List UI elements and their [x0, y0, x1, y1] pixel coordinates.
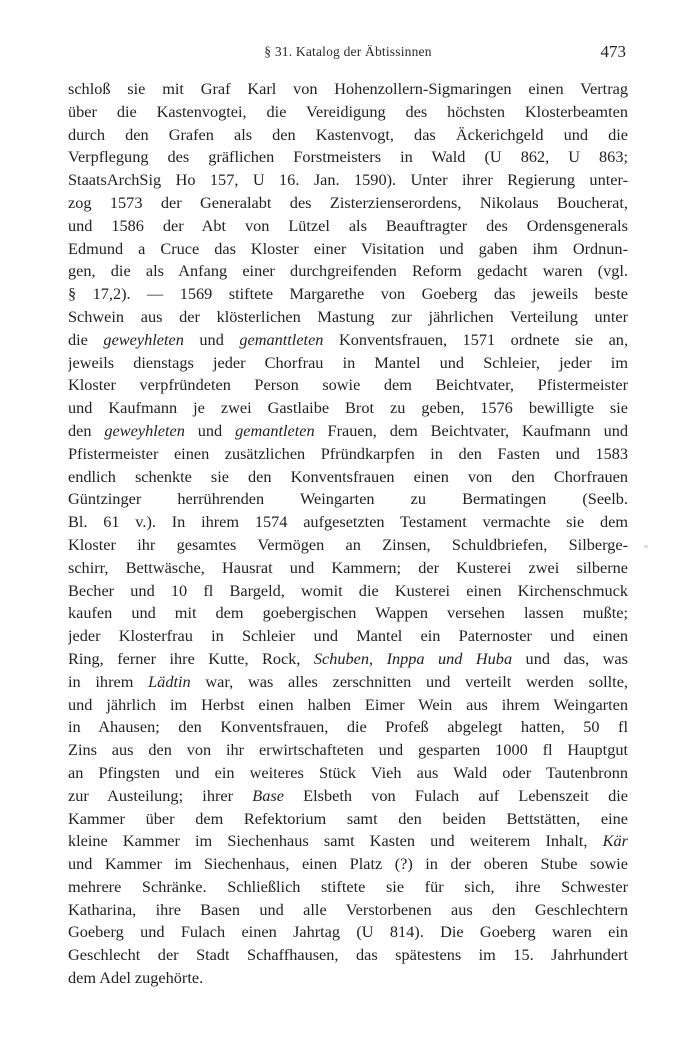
- text-line: [68, 374, 628, 397]
- text-line: [68, 967, 628, 990]
- text-line: [68, 625, 628, 648]
- text-run: Güntzinger herrührenden Weingarten zu Bermatingen (Seelb.: [68, 489, 628, 509]
- italic-term: Base: [252, 785, 284, 805]
- text-run: und Kammer im Siechenhaus, einen Platz (?) in der oberen Stube sowie: [68, 854, 628, 874]
- text-run: Verpflegung des gräflichen Forstmeisters in Wald (U 862, U 863;: [68, 147, 628, 167]
- text-run: und jährlich im Herbst einen halben Eimer Wein aus ihrem Weingarten: [68, 694, 628, 714]
- text-line: [68, 329, 628, 352]
- text-line: [68, 944, 628, 967]
- text-run: Kammer über dem Refektorium samt den beiden Bettstätten, eine: [68, 808, 628, 828]
- text-line: [68, 830, 628, 853]
- text-line: [68, 716, 628, 739]
- text-run: über die Kastenvogtei, die Vereidigung des höchsten Klosterbeamten: [68, 101, 628, 121]
- text-run: kaufen und mit dem goebergischen Wappen versehen lassen mußte;: [68, 603, 628, 623]
- text-line: [68, 192, 628, 215]
- text-line: [68, 785, 628, 808]
- page-header: [68, 44, 628, 68]
- text-run: und 1586 der Abt von Lützel als Beauftragter des Ordensgenerals: [68, 215, 628, 235]
- text-run: jeweils dienstags jeder Chorfrau in Mantel und Schleier, jeder im: [68, 352, 628, 372]
- text-run: und: [184, 420, 236, 440]
- text-line: [68, 101, 628, 124]
- text-line: [68, 283, 628, 306]
- text-run: Kloster ihr gesamtes Vermögen an Zinsen, Schuldbriefen, Silberge-: [68, 534, 628, 554]
- text-line: [68, 511, 628, 534]
- italic-term: gemantleten: [235, 420, 315, 440]
- text-line: [68, 238, 628, 261]
- text-run: die: [68, 329, 104, 349]
- text-run: mehrere Schränke. Schließlich stiftete sie für sich, ihre Schwester: [68, 876, 628, 896]
- text-run: Kloster verpfründeten Person sowie dem Beichtvater, Pfistermeister: [68, 375, 628, 395]
- text-line: [68, 921, 628, 944]
- text-run: § 17,2). — 1569 stiftete Margarethe von Goeberg das jeweils beste: [68, 284, 628, 304]
- text-run: Zins aus den von ihr erwirtschafteten und gesparten 1000 fl Hauptgut: [68, 740, 628, 760]
- text-run: Schwein aus der klösterlichen Mastung zur jährlichen Verteilung unter: [68, 306, 628, 326]
- text-line: [68, 762, 628, 785]
- text-line: [68, 306, 628, 329]
- italic-term: Lädtin: [148, 671, 191, 691]
- text-line: [68, 853, 628, 876]
- text-line: [68, 602, 628, 625]
- text-line: [68, 420, 628, 443]
- text-run: Goeberg und Fulach einen Jahrtag (U 814). Die Goeberg waren ein: [68, 922, 628, 942]
- text-run: Ring, ferner ihre Kutte, Rock,: [68, 648, 314, 668]
- text-line: [68, 671, 628, 694]
- text-line: [68, 146, 628, 169]
- italic-term: Kär: [602, 831, 628, 851]
- text-run: schloß sie mit Graf Karl von Hohenzollern-Sigmaringen einen Vertrag: [68, 79, 628, 98]
- italic-term: gemanttleten: [239, 329, 324, 349]
- italic-term: geweyhleten: [103, 329, 184, 349]
- text-run: gen, die als Anfang einer durchgreifenden Reform gedacht waren (vgl.: [68, 261, 628, 281]
- text-run: zog 1573 der Generalabt des Zisterzienserordens, Nikolaus Boucherat,: [68, 192, 628, 212]
- text-run: und Kaufmann je zwei Gastlaibe Brot zu geben, 1576 bewilligte sie: [68, 398, 628, 418]
- text-line: [68, 124, 628, 147]
- text-run: dem Adel zugehörte.: [68, 968, 204, 988]
- text-run: Pfistermeister einen zusätzlichen Pfründkarpfen in den Fasten und 1583: [68, 443, 628, 463]
- text-run: endlich schenkte sie den Konventsfrauen einen von den Chorfrauen: [68, 466, 628, 486]
- text-line: [68, 739, 628, 762]
- text-run: jeder Klosterfrau in Schleier und Mantel ein Paternoster und einen: [68, 626, 628, 646]
- text-run: an Pfingsten und ein weiteres Stück Vieh aus Wald oder Tautenbronn: [68, 762, 628, 782]
- text-run: StaatsArchSig Ho 157, U 16. Jan. 1590). Unter ihrer Regierung unter-: [68, 170, 628, 190]
- text-line: [68, 215, 628, 238]
- text-run: den: [68, 420, 105, 440]
- text-run: Edmund a Cruce das Kloster einer Visitation und gaben ihm Ordnun-: [68, 238, 628, 258]
- text-run: Katharina, ihre Basen und alle Verstorbenen aus den Geschlechtern: [68, 899, 628, 919]
- text-line: [68, 443, 628, 466]
- text-run: war, was alles zerschnitten und verteilt werden sollte,: [190, 671, 628, 691]
- text-run: schirr, Bettwäsche, Hausrat und Kammern; der Kusterei zwei silberne: [68, 557, 628, 577]
- text-run: kleine Kammer im Siechenhaus samt Kasten und weiterem Inhalt,: [68, 831, 603, 851]
- text-line: [68, 899, 628, 922]
- text-line: [68, 397, 628, 420]
- text-line: [68, 169, 628, 192]
- text-run: und das, was: [512, 648, 628, 668]
- text-run: Bl. 61 v.). In ihrem 1574 aufgesetzten Testament vermachte sie dem: [68, 512, 628, 532]
- text-run: Becher und 10 fl Bargeld, womit die Kusterei einen Kirchenschmuck: [68, 580, 628, 600]
- text-run: zur Austeilung; ihrer: [68, 785, 253, 805]
- text-line: [68, 260, 628, 283]
- text-line: [68, 648, 628, 671]
- text-line: [68, 557, 628, 580]
- text-run: durch den Grafen als den Kastenvogt, das Äckerichgeld und die: [68, 124, 628, 144]
- page-number: 473: [600, 42, 626, 61]
- text-line: [68, 466, 628, 489]
- italic-term: Schuben, Inppa und Huba: [313, 648, 513, 668]
- text-run: Frauen, dem Beichtvater, Kaufmann und: [314, 420, 628, 440]
- text-run: Geschlecht der Stadt Schaffhausen, das spätestens im 15. Jahrhundert: [68, 945, 628, 965]
- scan-speck: [644, 545, 648, 548]
- text-line: [68, 534, 628, 557]
- text-run: in ihrem: [68, 671, 149, 691]
- text-line: [68, 876, 628, 899]
- body-text: [68, 78, 628, 990]
- text-line: [68, 580, 628, 603]
- italic-term: geweyhleten: [104, 420, 185, 440]
- text-run: Konventsfrauen, 1571 ordnete sie an,: [323, 329, 628, 349]
- text-line: [68, 808, 628, 831]
- text-run: Elsbeth von Fulach auf Lebenszeit die: [283, 785, 628, 805]
- text-line: [68, 488, 628, 511]
- text-line: [68, 352, 628, 375]
- text-run: in Ahausen; den Konventsfrauen, die Profeß abgelegt hatten, 50 fl: [68, 717, 628, 737]
- text-run: und: [183, 329, 240, 349]
- text-line: [68, 694, 628, 717]
- text-line: [68, 78, 628, 101]
- running-title: § 31. Katalog der Äbtissinnen: [264, 44, 432, 59]
